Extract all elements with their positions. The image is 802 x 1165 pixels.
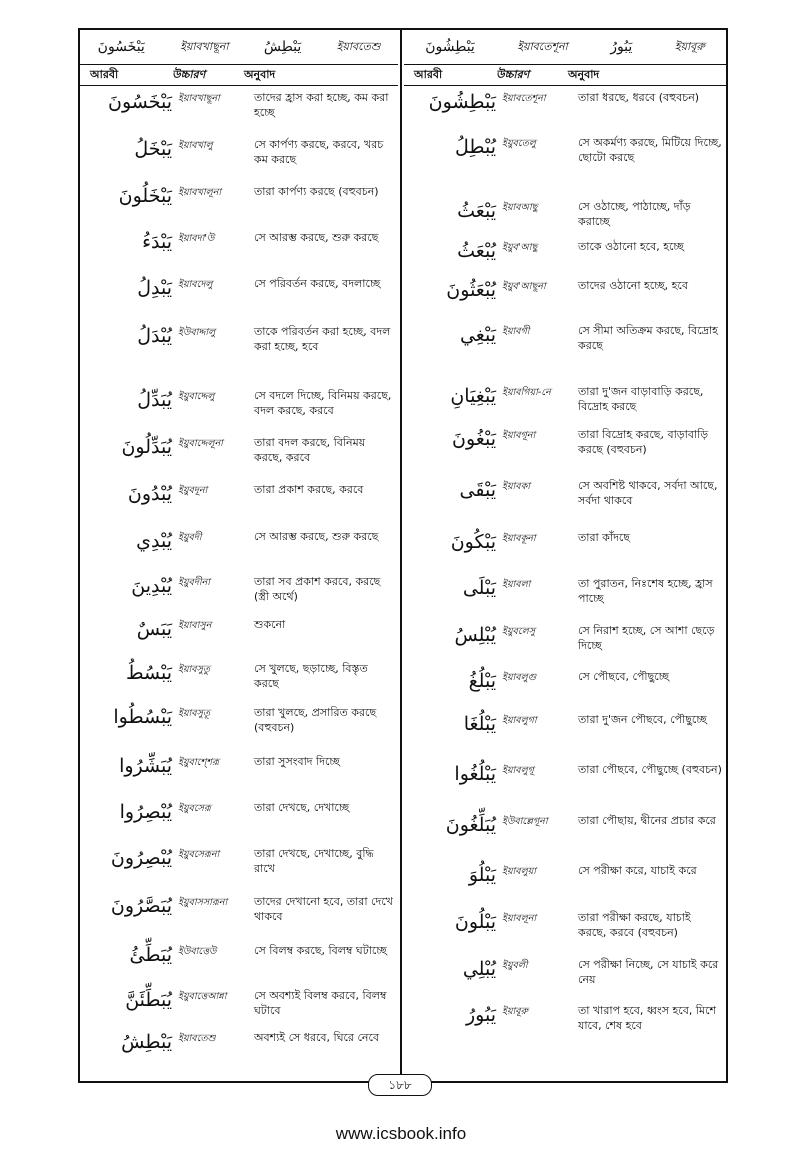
arabic-word: يُبْصِرُونَ [110, 847, 172, 869]
arabic-word: يَبْلُونَ [454, 911, 496, 933]
arabic-word: يَبْلُغُوا [454, 763, 496, 785]
header-pronunciation: উচ্চারণ [172, 67, 206, 81]
entry-row [404, 427, 726, 478]
arabic-word: يَبْقَى [459, 479, 496, 501]
arabic-word: يَبْلَى [462, 577, 496, 599]
right-entries [404, 90, 726, 1046]
entry-row [80, 574, 398, 617]
translation: তারা পৌছায়, দ্বীনের প্রচার করে [578, 814, 716, 827]
arabic-word: يَبْخَلُونَ [118, 185, 172, 207]
transliteration: ইয়াবতেশু [178, 1033, 216, 1044]
translation: তারা বদল করছে, বিনিময় করছে, করবে [254, 436, 366, 464]
right-range-arabic-start: يَبْطِشُونَ [425, 39, 475, 55]
transliteration: ইয়াবলা [502, 579, 531, 590]
arabic-word: يُبَصَّرُونَ [110, 895, 172, 917]
transliteration: ইয়াবদেলু [178, 279, 213, 290]
translation: সে পরীক্ষা করে, যাচাই করে [578, 864, 697, 877]
arabic-word: يَبْطِشُونَ [428, 91, 496, 113]
entry-row [80, 137, 398, 184]
transliteration: ইয়াবসুতু [178, 664, 210, 675]
translation: তারা কাঁদছে [578, 531, 630, 544]
arabic-word: يَبْكُونَ [450, 531, 496, 553]
transliteration: ইউবাল্লেগূনা [502, 816, 548, 827]
right-range-translit-start: ইয়াবতেশূনা [517, 39, 568, 53]
transliteration: ইয়ুবসেরূনা [178, 849, 220, 860]
entry-row [404, 957, 726, 1003]
arabic-word: يُبْعَثُ [457, 240, 496, 262]
arabic-word: يُبْدِينَ [131, 575, 172, 597]
arabic-word: يُبْطِلُ [455, 136, 496, 158]
translation: তাদের ওঠানো হচ্ছে, হবে [578, 279, 688, 292]
transliteration: ইয়াবগূনা [502, 430, 536, 441]
entry-row [80, 754, 398, 800]
transliteration: ইয়ুব'আছু [502, 242, 538, 253]
translation: তারা বিদ্রোহ করছে, বাড়াবাড়ি করছে (বহুবচন) [578, 428, 709, 456]
column-divider [400, 30, 402, 1081]
header-arabic: আরবী [90, 67, 119, 81]
entry-row [80, 529, 398, 574]
arabic-word: يُبْدُونَ [127, 483, 172, 505]
arabic-word: يَبْعَثُ [457, 200, 496, 222]
transliteration: ইয়াবতেশূনা [502, 93, 546, 104]
transliteration: ইয়াবখালু [178, 140, 213, 151]
arabic-word: يَبْغُونَ [452, 428, 496, 450]
header-arabic: আরবী [414, 67, 443, 81]
entry-row [80, 184, 398, 230]
transliteration: ইয়াবগী [502, 326, 530, 337]
entry-row [80, 846, 398, 894]
translation: তাকে পরিবর্তন করা হচ্ছে, বদল করা হচ্ছে, হবে [254, 325, 391, 353]
entry-row [80, 230, 398, 276]
entry-row [404, 813, 726, 863]
arabic-word: يَبْلُغُ [468, 670, 496, 692]
transliteration: ইয়ুবদী [178, 532, 202, 543]
entry-row [80, 276, 398, 324]
left-column [80, 30, 398, 1081]
translation: সে পরিবর্তন করছে, বদলাচ্ছে [254, 277, 381, 290]
left-range-header [80, 30, 398, 65]
arabic-word: يَبْلُوَ [468, 864, 496, 886]
translation: তারা খুলছে, প্রসারিত করছে (বহুবচন) [254, 706, 377, 734]
entry-row [80, 617, 398, 661]
translation: অবশ্যই সে ধরবে, ঘিরে নেবে [254, 1031, 380, 1044]
left-column-headers [80, 65, 398, 86]
entry-row [404, 478, 726, 530]
entry-row [404, 762, 726, 813]
arabic-word: يُبْدَلُ [137, 325, 172, 347]
entry-row [80, 894, 398, 943]
translation: তা পুরাতন, নিঃশেষ হচ্ছে, হ্রাস পাচ্ছে [578, 577, 713, 605]
transliteration: ইয়ুবাসসারূনা [178, 897, 228, 908]
entry-row [404, 323, 726, 384]
header-pronunciation: উচ্চারণ [496, 67, 530, 81]
translation: তারা সুসংবাদ দিচ্ছে [254, 755, 340, 768]
arabic-word: يُبَدِّلُ [137, 389, 172, 411]
translation: সে আরম্ভ করছে, শুরু করছে [254, 231, 379, 244]
entry-row [404, 623, 726, 669]
transliteration: ইয়াবদা'উ [178, 233, 215, 244]
arabic-word: يَبْغِيَانِ [450, 385, 496, 407]
arabic-word: يَبَسٌ [136, 618, 172, 640]
transliteration: ইয়ুবতেলু [502, 138, 536, 149]
header-translation: অনুবাদ [568, 67, 600, 81]
translation: তারা দু'জন পৌছবে, পৌছুচ্ছে [578, 713, 707, 726]
translation: তারা সব প্রকাশ করবে, করছে (স্ত্রী অর্থে) [254, 575, 381, 603]
dictionary-page [78, 28, 728, 1083]
transliteration: ইউবাদ্দালু [178, 327, 216, 338]
entry-row [404, 278, 726, 323]
entry-row [80, 1030, 398, 1076]
transliteration: ইয়ুবদীনা [178, 577, 210, 588]
entry-row [80, 943, 398, 988]
arabic-word: يُبْدِي [136, 530, 172, 552]
translation: সে বিলম্ব করছে, বিলম্ব ঘটাচ্ছে [254, 944, 387, 957]
translation: সে অকর্মণ্য করছে, মিটিয়ে দিচ্ছে, ছোটো করছে [578, 136, 722, 164]
arabic-word: يُبَشِّرُوا [119, 755, 172, 777]
translation: সে পরীক্ষা নিচ্ছে, সে যাচাই করে নেয় [578, 958, 719, 986]
transliteration: ইউবাত্তেউ [178, 946, 217, 957]
translation: শুকনো [254, 618, 286, 631]
arabic-word: يُبَطِّئَنَّ [125, 989, 172, 1011]
translation: তারা দেখছে, দেখাচ্ছে [254, 801, 350, 814]
transliteration: ইয়ুবাদ্দেলূনা [178, 438, 223, 449]
left-range-arabic-start: يَبْخَسُونَ [97, 39, 145, 55]
arabic-word: يَبْخَسُونَ [107, 91, 172, 113]
transliteration: ইয়াবখালূনা [178, 187, 222, 198]
left-range-translit-start: ইয়াবখাছূনা [180, 39, 229, 53]
transliteration: ইয়াবখাছূনা [178, 93, 220, 104]
translation: তারা পৌছবে, পৌছুচ্ছে (বহুবচন) [578, 763, 722, 776]
page-number: ১৮৮ [368, 1074, 432, 1096]
translation: তাদের দেখানো হবে, তারা দেখে থাকবে [254, 895, 393, 923]
transliteration: ইয়ুবাত্তেআন্না [178, 991, 227, 1002]
transliteration: ইয়ুবলেসু [502, 626, 535, 637]
arabic-word: يُبْلِي [462, 958, 496, 980]
translation: সে ওঠাচ্ছে, পাঠাচ্ছে, দাঁড় করাচ্ছে [578, 200, 691, 228]
entry-row [404, 863, 726, 910]
entry-row [80, 388, 398, 435]
translation: তারা ধরছে, ধরবে (বহুবচন) [578, 91, 700, 104]
transliteration: ইয়াবাসুন [178, 620, 212, 631]
arabic-word: يَبُورُ [465, 1004, 496, 1026]
translation: সে আরম্ভ করছে, শুরু করছে [254, 530, 379, 543]
transliteration: ইয়ুবাশ্শেরূ [178, 757, 219, 768]
arabic-word: يُبْعَثُونَ [446, 279, 496, 301]
arabic-word: يَبْسُطُ [125, 662, 172, 684]
translation: সে খুলছে, ছড়াচ্ছে, বিস্তৃত করছে [254, 662, 368, 690]
entry-row [80, 324, 398, 388]
transliteration: ইয়াবআছু [502, 202, 538, 213]
entry-row [404, 135, 726, 199]
entry-row [80, 705, 398, 754]
entry-row [404, 90, 726, 135]
entry-row [80, 482, 398, 529]
transliteration: ইয়ুবসেরূ [178, 803, 211, 814]
arabic-word: يَبْسُطُوا [113, 706, 172, 728]
translation: সে অবশিষ্ট থাকবে, সর্বদা আছে, সর্বদা থাকবে [578, 479, 718, 507]
entry-row [404, 239, 726, 278]
transliteration: ইয়াবকা [502, 481, 530, 492]
transliteration: ইয়াবগিয়া-নে [502, 387, 551, 398]
translation: তাকে ওঠানো হবে, হচ্ছে [578, 240, 684, 253]
transliteration: ইয়ুবলী [502, 960, 528, 971]
header-translation: অনুবাদ [244, 67, 276, 81]
translation: তারা দেখছে, দেখাচ্ছে, বুদ্ধি রাখে [254, 847, 374, 875]
entry-row [404, 712, 726, 762]
right-column [404, 30, 726, 1081]
transliteration: ইয়াবলুগূ [502, 765, 534, 776]
entry-row [404, 669, 726, 712]
entry-row [80, 800, 398, 846]
entry-row [404, 910, 726, 957]
entry-row [404, 1003, 726, 1046]
arabic-word: يَبْدَءُ [142, 231, 172, 253]
right-column-headers [404, 65, 726, 86]
entry-row [80, 988, 398, 1030]
transliteration: ইয়ুবাদ্দেলু [178, 391, 215, 402]
arabic-word: يَبْدِلُ [137, 277, 172, 299]
transliteration: ইয়ুব'আছূনা [502, 281, 546, 292]
transliteration: ইয়াবসুতূ [178, 708, 210, 719]
translation: সে পৌছবে, পৌছুচ্ছে [578, 670, 670, 683]
translation: তারা প্রকাশ করছে, করবে [254, 483, 364, 496]
arabic-word: يُبَلِّغُونَ [445, 814, 496, 836]
entry-row [404, 530, 726, 576]
translation: তারা পরীক্ষা করছে, যাচাই করছে, করবে (বহুবচন) [578, 911, 691, 939]
transliteration: ইয়াবকূনা [502, 533, 536, 544]
entry-row [404, 199, 726, 239]
entry-row [404, 384, 726, 427]
arabic-word: يَبْطِشُ [121, 1031, 172, 1053]
translation: সে কার্পণ্য করছে, করবে, খরচ কম করছে [254, 138, 384, 166]
left-entries [80, 90, 398, 1076]
left-range-translit-end: ইয়াবতেশু [336, 39, 381, 53]
transliteration: ইয়াবলূনা [502, 913, 537, 924]
arabic-word: يَبْخَلُ [134, 138, 172, 160]
arabic-word: يُبْلِسُ [454, 624, 496, 646]
arabic-word: يُبَطِّئُ [129, 944, 172, 966]
entry-row [80, 90, 398, 137]
arabic-word: يَبْغِي [459, 324, 496, 346]
entry-row [80, 661, 398, 705]
transliteration: ইয়ুবদূনা [178, 485, 208, 496]
arabic-word: يَبْلُغَا [463, 713, 496, 735]
footer-url: www.icsbook.info [335, 1124, 467, 1143]
translation: তাদের হ্রাস করা হচ্ছে, কম করা হচ্ছে [254, 91, 389, 119]
translation: সে বদলে দিচ্ছে, বিনিময় করছে, বদল করছে, করবে [254, 389, 392, 417]
transliteration: ইয়াবলুয়া [502, 866, 537, 877]
translation: সে নিরাশ হচ্ছে, সে আশা ছেড়ে দিচ্ছে [578, 624, 715, 652]
entry-row [404, 576, 726, 623]
transliteration: ইয়াবলুগু [502, 672, 537, 683]
right-range-arabic-end: يَبُورُ [610, 39, 633, 55]
arabic-word: يُبْصِرُوا [119, 801, 172, 823]
translation: তারা কার্পণ্য করছে (বহুবচন) [254, 185, 379, 198]
transliteration: ইয়াবূরু [502, 1006, 528, 1017]
right-range-translit-end: ইয়াবূরু [674, 39, 705, 53]
translation: সে অবশ্যই বিলম্ব করবে, বিলম্ব ঘটাবে [254, 989, 387, 1017]
left-range-arabic-end: يَبْطِشُ [263, 39, 302, 55]
translation: তা খারাপ হবে, ধ্বংস হবে, মিশে যাবে, শেষ হবে [578, 1004, 716, 1032]
arabic-word: يُبَدِّلُونَ [121, 436, 172, 458]
translation: সে সীমা অতিক্রম করছে, বিদ্রোহ করছে [578, 324, 718, 352]
entry-row [80, 435, 398, 482]
transliteration: ইয়াবলুগা [502, 715, 537, 726]
translation: তারা দু'জন বাড়াবাড়ি করছে, বিদ্রোহ করছে [578, 385, 704, 413]
right-range-header [404, 30, 726, 65]
